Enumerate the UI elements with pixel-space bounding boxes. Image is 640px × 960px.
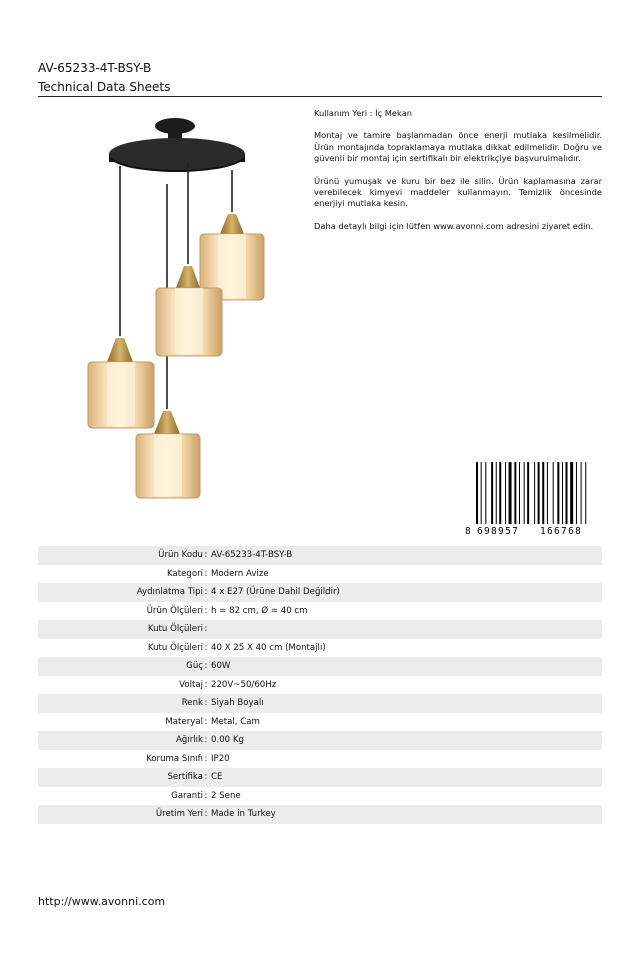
cleaning-paragraph: Ürünü yumuşak ve kuru bir bez ile silin. Ürün kaplamasına zarar verebilecek kimyevi maddeler kullanmayın. Temizlik öncesinde enerjiyi mutlaka kesin. <box>314 175 602 209</box>
spec-separator: : <box>203 731 209 750</box>
spec-value: 60W <box>209 657 602 676</box>
product-photo <box>38 104 308 508</box>
spec-value: 0.00 Kg <box>209 731 602 750</box>
spec-row <box>38 805 602 824</box>
barcode-bar <box>509 462 512 524</box>
barcode-bar <box>514 462 516 524</box>
spec-value: 40 X 25 X 40 cm (Montajlı) <box>211 642 326 653</box>
safety-paragraph: Montaj ve tamire başlanmadan önce enerji mutlaka kesilmelidir. Ürün montajında topraklamaya mutlaka dikkat edilmelidir. Doğru ve güvenli bir montaj için sertifikalı bir elektrikçiye başvurulmalıdır. <box>314 130 602 164</box>
header-divider <box>38 96 602 97</box>
spec-row <box>38 768 602 787</box>
spec-label: Voltaj <box>179 679 203 690</box>
spec-label: Ürün Kodu <box>38 546 203 565</box>
spec-separator: : <box>203 620 209 639</box>
barcode-bar <box>547 462 548 524</box>
barcode-bar <box>566 462 568 524</box>
spec-row <box>38 602 602 621</box>
barcode-bar <box>538 462 540 524</box>
spec-label: Materyal <box>165 716 203 727</box>
barcode-bar <box>542 462 544 524</box>
spec-label: Garanti <box>171 790 203 801</box>
spec-separator: : <box>204 753 208 764</box>
spec-separator: : <box>203 768 209 787</box>
spec-row <box>38 620 602 639</box>
barcode-bar <box>585 462 586 524</box>
spec-row <box>38 546 602 565</box>
spec-separator: : <box>204 716 208 727</box>
barcode-bar <box>524 462 525 524</box>
barcode-bar <box>553 462 554 524</box>
barcode-bar <box>496 462 497 524</box>
barcode <box>464 460 602 538</box>
spec-separator: : <box>204 679 208 690</box>
spec-separator: : <box>204 605 208 616</box>
spec-label: Koruma Sınıfı <box>146 753 203 764</box>
barcode-bar <box>534 462 535 524</box>
spec-table <box>38 546 602 824</box>
spec-row <box>38 565 602 584</box>
barcode-bar <box>499 462 501 524</box>
spec-label: Güç <box>38 657 203 676</box>
spec-separator: : <box>203 546 209 565</box>
spec-label: Üretim Yeri <box>38 805 203 824</box>
barcode-bar <box>485 462 486 524</box>
barcode-bar <box>557 462 559 524</box>
spec-separator: : <box>204 568 208 579</box>
barcode-bar <box>581 462 582 524</box>
spec-row <box>38 639 602 658</box>
product-code-title: AV-65233-4T-BSY-B <box>38 61 152 75</box>
barcode-bar <box>505 462 506 524</box>
barcode-bar <box>527 462 529 524</box>
barcode-bar <box>476 462 478 524</box>
spec-value: h = 82 cm, Ø = 40 cm <box>211 605 308 616</box>
spec-value: Metal, Cam <box>211 716 260 727</box>
barcode-group-1: 698957 <box>477 526 520 537</box>
spec-value: AV-65233-4T-BSY-B <box>209 546 602 565</box>
barcode-bar <box>562 462 563 524</box>
spec-separator: : <box>203 583 209 602</box>
spec-row <box>38 787 602 806</box>
spec-label: Renk <box>38 694 203 713</box>
spec-value: Modern Avize <box>211 568 269 579</box>
barcode-bar <box>570 462 573 524</box>
spec-value: 2 Sene <box>211 790 241 801</box>
spec-value: Siyah Boyalı <box>209 694 602 713</box>
spec-row <box>38 713 602 732</box>
spec-label: Kutu Ölçüleri <box>147 642 203 653</box>
document-subtitle: Technical Data Sheets <box>38 80 171 94</box>
usage-location: Kullanım Yeri : İç Mekan <box>314 108 413 118</box>
spec-label: Kategori <box>166 568 203 579</box>
barcode-bar <box>519 462 520 524</box>
spec-value <box>209 620 602 639</box>
description-block <box>314 108 602 243</box>
barcode-bar <box>491 462 493 524</box>
spec-label: Sertifika <box>38 768 203 787</box>
spec-label: Ürün Ölçüleri <box>146 605 203 616</box>
spec-value: 220V~50/60Hz <box>211 679 277 690</box>
spec-label: Aydınlatma Tipi <box>38 583 203 602</box>
spec-separator: : <box>203 657 209 676</box>
spec-value: Made in Turkey <box>209 805 602 824</box>
barcode-bars <box>476 462 586 524</box>
spec-row <box>38 694 602 713</box>
website-paragraph: Daha detaylı bilgi için lütfen www.avonni.com adresini ziyaret edin. <box>314 220 594 231</box>
spec-value: IP20 <box>211 753 230 764</box>
spec-separator: : <box>204 790 208 801</box>
footer-url[interactable]: http://www.avonni.com <box>38 895 166 908</box>
spec-separator: : <box>204 642 208 653</box>
spec-label: Kutu Ölçüleri <box>38 620 203 639</box>
barcode-bar <box>576 462 577 524</box>
spec-row <box>38 583 602 602</box>
spec-row <box>38 750 602 769</box>
spec-row <box>38 657 602 676</box>
barcode-group-2: 166768 <box>540 526 583 537</box>
barcode-bar <box>481 462 482 524</box>
spec-separator: : <box>203 805 209 824</box>
spec-row <box>38 676 602 695</box>
barcode-first-digit: 8 <box>465 526 471 537</box>
spec-value: CE <box>209 768 602 787</box>
spec-row <box>38 731 602 750</box>
spec-separator: : <box>203 694 209 713</box>
spec-label: Ağırlık <box>38 731 203 750</box>
spec-value: 4 x E27 (Ürüne Dahil Değildir) <box>209 583 602 602</box>
